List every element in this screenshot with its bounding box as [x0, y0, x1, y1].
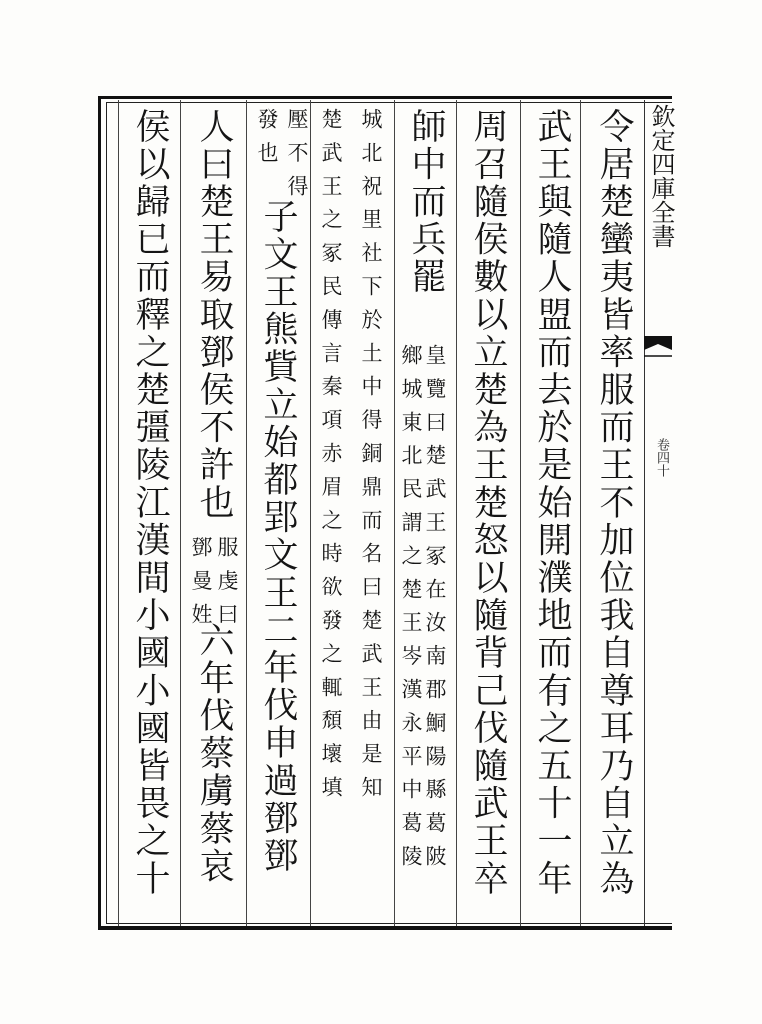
column-rule	[456, 100, 457, 926]
text-column-6-tail: 子文王熊貲立始都郢文王二年伐申過鄧鄧	[258, 198, 298, 875]
text-column-7-tail: 六年伐蔡虜蔡哀	[194, 622, 234, 886]
text-column-4-lead: 師中而兵罷	[406, 108, 446, 296]
page-frame-inner	[106, 102, 675, 924]
commentary-column-5-left: 楚武王之冢民傳言秦項赤眉之時欲發之輒頹壞填	[319, 108, 343, 810]
banxin-title: 欽定四庫全書	[647, 104, 675, 248]
fishtail-mark-icon	[644, 336, 672, 358]
commentary-column-7-right: 服虔曰	[215, 536, 239, 637]
text-column-7-lead: 人曰楚王易取鄧侯不許也	[194, 108, 234, 522]
column-rule	[180, 100, 181, 926]
text-column-1: 令居楚蠻夷皆率服而王不加位我自尊耳乃自立為	[594, 108, 634, 898]
column-rule	[394, 100, 395, 926]
text-column-2: 武王與隨人盟而去於是始開濮地而有之五十一年	[532, 108, 572, 898]
column-rule	[520, 100, 521, 926]
column-rule	[246, 100, 247, 926]
banxin-volume: 卷四十	[654, 438, 669, 477]
commentary-column-7-left: 鄧曼姓	[189, 536, 213, 637]
commentary-column-6-right: 壓不得	[285, 108, 309, 209]
commentary-column-4-right: 皇覽曰楚武王冢在汝南郡鮦陽縣葛陂	[423, 344, 447, 879]
commentary-column-6-left: 發也	[255, 108, 279, 175]
commentary-column-4-left: 鄉城東北民謂之楚王岑漢永平中葛陵	[399, 344, 423, 879]
text-column-8: 侯以歸已而釋之楚彊陵江漢間小國小國皆畏之十	[130, 108, 170, 898]
column-rule	[118, 100, 119, 926]
text-column-3: 周召隨侯數以立楚為王楚怒以隨背己伐隨武王卒	[468, 108, 508, 898]
column-rule	[580, 100, 581, 926]
column-rule	[310, 100, 311, 926]
commentary-column-5-right: 城北祝里社下於土中得銅鼎而名曰楚武王由是知	[359, 108, 383, 810]
